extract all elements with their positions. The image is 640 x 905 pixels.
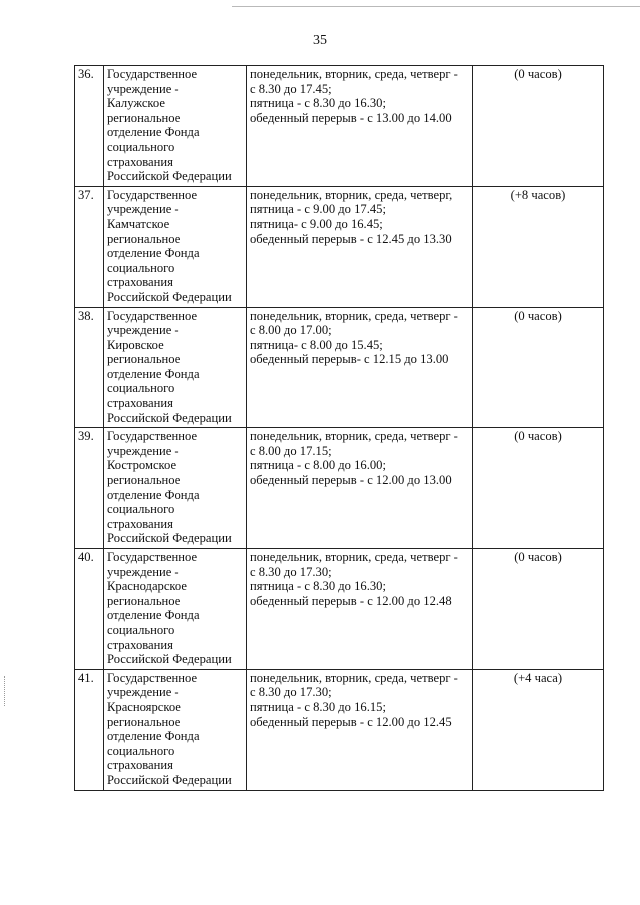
organization-name-line: региональное <box>107 110 181 125</box>
row-number-cell: 36. <box>75 66 104 187</box>
working-hours-line: понедельник, вторник, среда, четверг - <box>250 550 458 564</box>
organization-name-line: Костромское <box>107 458 177 473</box>
working-hours-line: понедельник, вторник, среда, четверг - <box>250 429 458 444</box>
organization-cell <box>104 66 247 187</box>
working-hours-line: понедельник, вторник, среда, четверг - <box>250 308 458 323</box>
organization-name-line: Российской Федерации <box>107 289 232 304</box>
table-row <box>75 549 604 670</box>
working-hours-cell <box>247 428 473 549</box>
organization-name-line: страхования <box>107 758 173 773</box>
table-row <box>75 66 604 187</box>
table-row <box>75 669 604 790</box>
organization-name-line: региональное <box>107 231 181 246</box>
working-hours-line: обеденный перерыв - с 12.00 до 13.00 <box>250 473 452 488</box>
time-offset-cell: (0 часов) <box>473 66 604 187</box>
organization-name-line: Российской Федерации <box>107 169 232 184</box>
organization-cell <box>104 669 247 790</box>
organization-name-line: региональное <box>107 593 181 608</box>
organization-name-line: учреждение - <box>107 323 179 338</box>
working-hours-cell <box>247 307 473 428</box>
page-number: 35 <box>313 33 327 48</box>
working-hours-line: пятница - с 8.30 до 16.30; <box>250 579 386 594</box>
organization-name-line: страхования <box>107 516 173 531</box>
organization-name-line: учреждение - <box>107 202 179 217</box>
organization-name-line: страхования <box>107 396 173 411</box>
scan-margin-marks <box>4 676 7 706</box>
organization-name-line: Государственное <box>107 67 198 81</box>
organization-name-line: учреждение - <box>107 685 179 700</box>
working-hours-line: пятница - с 8.00 до 16.00; <box>250 458 386 473</box>
working-hours-line: обеденный перерыв - с 12.45 до 13.30 <box>250 231 452 246</box>
organization-name-line: страхования <box>107 637 173 652</box>
organization-name-line: социального <box>107 502 175 517</box>
organization-cell <box>104 549 247 670</box>
working-hours-cell <box>247 186 473 307</box>
working-hours-line: с 8.30 до 17.30; <box>250 685 332 700</box>
organization-name-line: Кировское <box>107 337 164 352</box>
organization-name-line: отделение Фонда <box>107 125 200 140</box>
organization-name-line: Государственное <box>107 187 198 202</box>
time-offset-cell: (0 часов) <box>473 428 604 549</box>
organization-name-line: учреждение - <box>107 564 179 579</box>
office-hours-table-body <box>75 66 604 791</box>
organization-name-line: Красноярское <box>107 699 181 714</box>
organization-cell <box>104 307 247 428</box>
working-hours-line: с 8.00 до 17.00; <box>250 323 332 338</box>
working-hours-line: понедельник, вторник, среда, четверг, <box>250 187 453 202</box>
organization-name-line: отделение Фонда <box>107 608 200 623</box>
organization-name-line: учреждение - <box>107 443 179 458</box>
table-row <box>75 428 604 549</box>
organization-name-line: Российской Федерации <box>107 531 232 546</box>
organization-cell <box>104 186 247 307</box>
organization-name-line: страхования <box>107 275 173 290</box>
row-number-cell: 40. <box>75 549 104 670</box>
organization-name-line: Камчатское <box>107 216 170 231</box>
organization-name-line: Калужское <box>107 96 165 111</box>
office-hours-table <box>74 65 604 791</box>
organization-cell <box>104 428 247 549</box>
working-hours-line: с 8.00 до 17.15; <box>250 443 332 458</box>
working-hours-line: понедельник, вторник, среда, четверг - <box>250 670 458 685</box>
working-hours-cell <box>247 549 473 670</box>
organization-name-line: отделение Фонда <box>107 366 200 381</box>
working-hours-line: пятница- с 8.00 до 15.45; <box>250 337 383 352</box>
table-row <box>75 186 604 307</box>
row-number-cell: 39. <box>75 428 104 549</box>
organization-name-line: отделение Фонда <box>107 729 200 744</box>
working-hours-line: обеденный перерыв - с 12.00 до 12.48 <box>250 593 452 608</box>
time-offset-cell: (0 часов) <box>473 549 604 670</box>
organization-name-line: Краснодарское <box>107 579 187 594</box>
organization-name-line: Государственное <box>107 308 198 323</box>
organization-name-line: региональное <box>107 473 181 488</box>
organization-name-line: Государственное <box>107 550 198 564</box>
working-hours-line: понедельник, вторник, среда, четверг - <box>250 67 458 81</box>
working-hours-cell <box>247 669 473 790</box>
working-hours-line: с 8.30 до 17.45; <box>250 81 332 96</box>
organization-name-line: социального <box>107 381 175 396</box>
organization-name-line: страхования <box>107 154 173 169</box>
table-row <box>75 307 604 428</box>
organization-name-line: отделение Фонда <box>107 246 200 261</box>
organization-name-line: социального <box>107 260 175 275</box>
row-number-cell: 41. <box>75 669 104 790</box>
working-hours-cell <box>247 66 473 187</box>
organization-name-line: Российской Федерации <box>107 410 232 425</box>
time-offset-cell: (0 часов) <box>473 307 604 428</box>
working-hours-line: пятница - с 8.30 до 16.30; <box>250 96 386 111</box>
organization-name-line: отделение Фонда <box>107 487 200 502</box>
organization-name-line: региональное <box>107 714 181 729</box>
time-offset-cell: (+4 часа) <box>473 669 604 790</box>
organization-name-line: социального <box>107 743 175 758</box>
working-hours-line: обеденный перерыв - с 13.00 до 14.00 <box>250 110 452 125</box>
working-hours-line: обеденный перерыв- с 12.15 до 13.00 <box>250 352 449 367</box>
top-edge-rule <box>232 6 640 7</box>
working-hours-line: пятница- с 9.00 до 16.45; <box>250 216 383 231</box>
organization-name-line: Российской Федерации <box>107 772 232 787</box>
time-offset-cell: (+8 часов) <box>473 186 604 307</box>
organization-name-line: Российской Федерации <box>107 652 232 667</box>
working-hours-line: пятница - с 8.30 до 16.15; <box>250 699 386 714</box>
row-number-cell: 38. <box>75 307 104 428</box>
organization-name-line: учреждение - <box>107 81 179 96</box>
organization-name-line: Государственное <box>107 429 198 444</box>
organization-name-line: социального <box>107 139 175 154</box>
working-hours-line: пятница - с 9.00 до 17.45; <box>250 202 386 217</box>
organization-name-line: региональное <box>107 352 181 367</box>
organization-name-line: Государственное <box>107 670 198 685</box>
row-number-cell: 37. <box>75 186 104 307</box>
working-hours-line: обеденный перерыв - с 12.00 до 12.45 <box>250 714 452 729</box>
working-hours-line: с 8.30 до 17.30; <box>250 564 332 579</box>
organization-name-line: социального <box>107 622 175 637</box>
